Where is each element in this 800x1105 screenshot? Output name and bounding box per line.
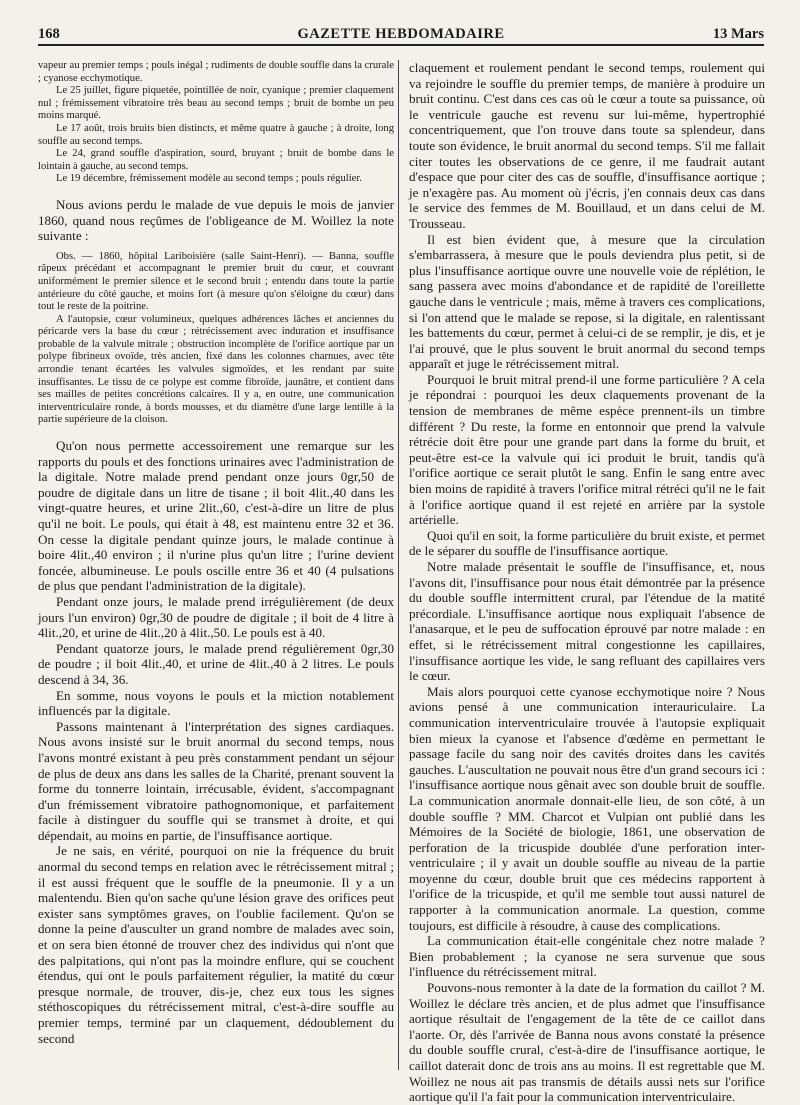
paragraph-lost-patient: Nous avions perdu le malade de vue depuis le mois de janvier 1860, quand nous reçûmes de l'obligeance de M. Woillez la note suivante : xyxy=(38,196,394,244)
paragraph-insufficiency: Notre malade présentait le souffle de l'insuffisance, et, nous l'avons dit, l'insuffisance pour nous était démontrée par la présence du double souffle intermittent crural, par l'étendue de la matité précordiale. L'insuffisance aortique nous expliquait l'absence de l'anasarque, et le peu de suffocation éprouvé par notre malade : en effet, si le rétrécissement mitral congestionne les capillaires, l'insuffisance aortique les vide, le sang refluant des capillaires vers le cœur. xyxy=(409,559,765,684)
paragraph-eleven-days: Pendant onze jours, le malade prend irrégulièrement (de deux jours l'un environ) 0gr,30 de poudre de digitale ; il boit de 4 litre à 4lit.,20, et urine de 4lit.,20 à 4lit.,50. Le pouls est à 40. xyxy=(38,593,394,641)
paragraph-cardiac-signs: Passons maintenant à l'interprétation des signes cardiaques. Nous avons insisté sur le bruit anormal du second temps, nous l'avons montré existant à peu près constamment pendant un séjour de plus de deux ans dans les salles de la Charité, prenant souvent la forme du tonnerre lointain, irrécusable, évident, s'accompagnant d'un frémissement vibratoire pathognomonique, et parfaitement facile à distinguer du souffle qui se transmet à droite, et qui dépendait, au moins en partie, de l'insuffisance aortique. xyxy=(38,718,394,843)
obs-july: Le 25 juillet, figure piquetée, pointillée de noir, cyanique ; premier claquement nul ; frémissement vibratoire très beau au second temps ; bruit de bombe un peu moins marqué. xyxy=(38,85,394,122)
left-column xyxy=(38,60,394,1075)
paragraph-mitral-frequency: Je ne sais, en vérité, pourquoi on nie la fréquence du bruit anormal du second temps en relation avec le rétrécissement mitral ; il est aussi fréquent que le souffle de la pneumonie. Il y a un malentendu. Bien qu'on sache qu'une lésion grave des orifices peut exister sans symptômes graves, on l'oublie facilement. Qu'on se donne la peine d'ausculter un grand nombre de malades avec soin, et on sera bien étonné de trouver chez des individus qui n'ont que des palpitations, qui n'ont pas la moindre enflure, qui se couchent étendus, qui ont le pouls parfaitement régulier, la matité du cœur presque normale, de trouver, dis-je, chez eux tous les signes stéthoscopiques du rétrécissement mitral, c'est-à-dire souffle au premier temps, terminé par un claquement, dédoublement du second xyxy=(38,843,394,1046)
paragraph-clot-date: Pouvons-nous remonter à la date de la formation du caillot ? M. Woillez le déclare très ancien, et de plus admet que l'insuffisance aortique résultait de l'engagement de la tête de ce caillot dans l'aorte. Or, dès l'arrivée de Banna nous avons constaté la présence du double souffle crural, c'est-à-dire de l'insuffisance aortique, le caillot daterait donc de trois ans au moins. Il est regrettable que M. Woillez ne nous ait pas transmis de détails aussi nets sur l'orifice aortique qu'il l'a fait pour la communication interventriculaire. xyxy=(409,980,765,1105)
paragraph-cyanosis: Mais alors pourquoi cette cyanose ecchymotique noire ? Nous avions pensé à une communication interauriculaire. La communication interventriculaire trouvée à l'autopsie expliquait bien mieux la cyanose et l'absence d'œdème en permettant le passage facile du sang noir des cavités droites dans les cavités gauches. L'auscultation ne pouvait nous être d'un grand secours ici : l'insuffisance aortique nous gênait avec son double bruit de souffle. La communication anormale donnait-elle lieu, de son côté, à un double souffle ? MM. Charcot et Vulpian ont publié dans les Mémoires de la Société de biologie, 1861, une observation de perforation de la tricuspide doublée d'une perforation inter-ventriculaire ; il y avait un double souffle au niveau de la partie moyenne du cœur, double bruit que ces médecins rapportent à l'orifice de la tricuspide, et qu'il me semble tout aussi naturel de rapporter à la communication anormale. La question, comme toujours, est difficile à résoudre, à cause des complications. xyxy=(409,683,765,933)
page-header xyxy=(38,26,764,46)
paragraph-continuation: claquement et roulement pendant le second temps, roulement qui va rejoindre le souffle du premier temps, de manière à produire un bruit continu. C'est dans ces cas où le cœur a toute sa puissance, où le ventricule gauche est revenu sur lui-même, hypertrophié concentriquement, que l'on trouve dans toute sa splendeur, dans toute son évidence, le bruit anormal du second temps. S'il me fallait citer toutes les observations de ce genre, il me faudrait autant d'espace que pour citer des cas de souffle, d'insuffisance aortique ; je n'exagère pas. Au moment où j'écris, j'en connais deux cas dans le service des femmes de M. Bouillaud, et un dans celui de M. Trousseau. xyxy=(409,60,765,231)
obs-december: Le 19 décembre, frémissement modèle au second temps ; pouls régulier. xyxy=(56,173,362,185)
paragraph-particular-form: Quoi qu'il en soit, la forme particulière du bruit existe, et permet de le séparer du souffle de l'insuffisance aortique. xyxy=(409,527,765,559)
paragraph-summary: En somme, nous voyons le pouls et la miction notablement influencés par la digitale. xyxy=(38,687,394,719)
paragraph-congenital: La communication était-elle congénitale chez notre malade ? Bien probablement ; la cyanose ne sera survenue que sous l'influence du rétrécissement mitral. xyxy=(409,933,765,980)
issue-date: 13 Mars xyxy=(712,26,764,42)
obs-august: Le 17 août, trois bruits bien distincts, et même quatre à gauche ; à droite, long souffle au second temps. xyxy=(38,122,394,147)
paragraph-circulation: Il est bien évident que, à mesure que la circulation s'embarrassera, à mesure que le pouls deviendra plus petit, si de plus l'insuffisance aortique ouvre une nouvelle voie de réplétion, le sang passera avec moins d'abondance et de rapidité de l'oreillette gauche dans le ventricule ; mais, même à travers ces complications, si l'on attend que le malade se repose, si la digitale, en ralentissant les battements du cœur, permet à celui-ci de se remplir, je dis, et je l'ai prouvé, que le plus souvent le bruit anormal du second temps apparaît et juge le rétrécissement mitral. xyxy=(409,231,765,372)
column-divider xyxy=(398,60,399,1070)
obs-24: Le 24, grand souffle d'aspiration, sourd, bruyant ; bruit de bombe dans le lointain à gauche, au second temps. xyxy=(38,148,394,172)
paragraph-fourteen-days: Pendant quatorze jours, le malade prend régulièrement 0gr,30 de poudre ; il boit 4lit.,40, et urine de 4lit.,40 à 2 litres. Le pouls descend à 34, 36. xyxy=(38,640,394,687)
journal-title: GAZETTE HEBDOMADAIRE xyxy=(297,26,505,42)
right-column xyxy=(409,60,765,1105)
paragraph-digitale: Qu'on nous permette accessoirement une remarque sur les rapports du pouls et des fonctions urinaires avec l'administration de la digitale. Notre malade prend pendant onze jours 0gr,50 de poudre de digitale dans un litre de tisane ; il boit 4lit.,40 dans les vingt-quatre heures, et urine 2lit.,60, c'est-à-dire un litre de plus qu'il ne boit. Le pouls, qui était à 48, est maintenu entre 32 et 36. On cesse la digitale pendant quinze jours, le malade continue à boire 4lit.,40 environ ; il n'urine plus qu'un litre ; l'urine devient foncée, albumineuse. Le pouls oscille entre 36 et 40 (4 pulsations de plus que pendant l'administration de la digitale). xyxy=(38,438,394,594)
paragraph-mitral-form: Pourquoi le bruit mitral prend-il une forme particulière ? A cela je répondrai : pourquoi les deux claquements provenant de la tension de membranes de même espèce prennent-ils un timbre différent ? Du reste, la forme en entonnoir que prend la valvule rétrécie doit être pour une grande part dans la forme du bruit, et peut-être est-ce la valvule qui ici produit le bruit, tandis qu'à l'orifice aortique ce serait plutôt le sang. Enfin le sang entre avec bien moins de rapidité à travers l'orifice mitral rétréci qu'il ne le fait à l'orifice aortique quand il est rejeté en arrière par la systole artérielle. xyxy=(409,371,765,528)
page-number: 168 xyxy=(38,26,60,42)
autopsy-report: A l'autopsie, cœur volumineux, quelques adhérences lâches et anciennes du péricarde vers la base du cœur ; rétrécissement avec induration et insuffisance probable de la valvule mitrale ; obstruction incomplète de l'orifice aortique par un polype fibrineux ovoïde, très ancien, fixé dans les colonnes charnues, avec tête arrondie tenant écartées les valvules sigmoïdes, et les rendant par suite insuffisantes. Le tissu de ce polype est comme fibroïde, jaunâtre, et contient dans ses mailles de petites concrétions calcaires. Il y a, en outre, une communication interventriculaire ronde, à bords mousses, et du diamètre d'une large lentille à la partie supérieure de la cloison. xyxy=(38,313,394,426)
obs-fragment: vapeur au premier temps ; pouls inégal ; rudiments de double souffle dans la crurale ; cyanose ecchymotique. xyxy=(38,60,394,84)
observation-lariboisiere: Obs. — 1860, hôpital Lariboisière (salle Saint-Henri). — Banna, souffle râpeux précédant et accompagnant le premier bruit du cœur, et couvrant uniformément le premier silence et le second bruit ; entendu dans toute la partie antérieure du côté gauche, et moins fort (à mesure qu'on s'éloigne du cœur) dans tout le reste de la poitrine. xyxy=(38,250,394,313)
